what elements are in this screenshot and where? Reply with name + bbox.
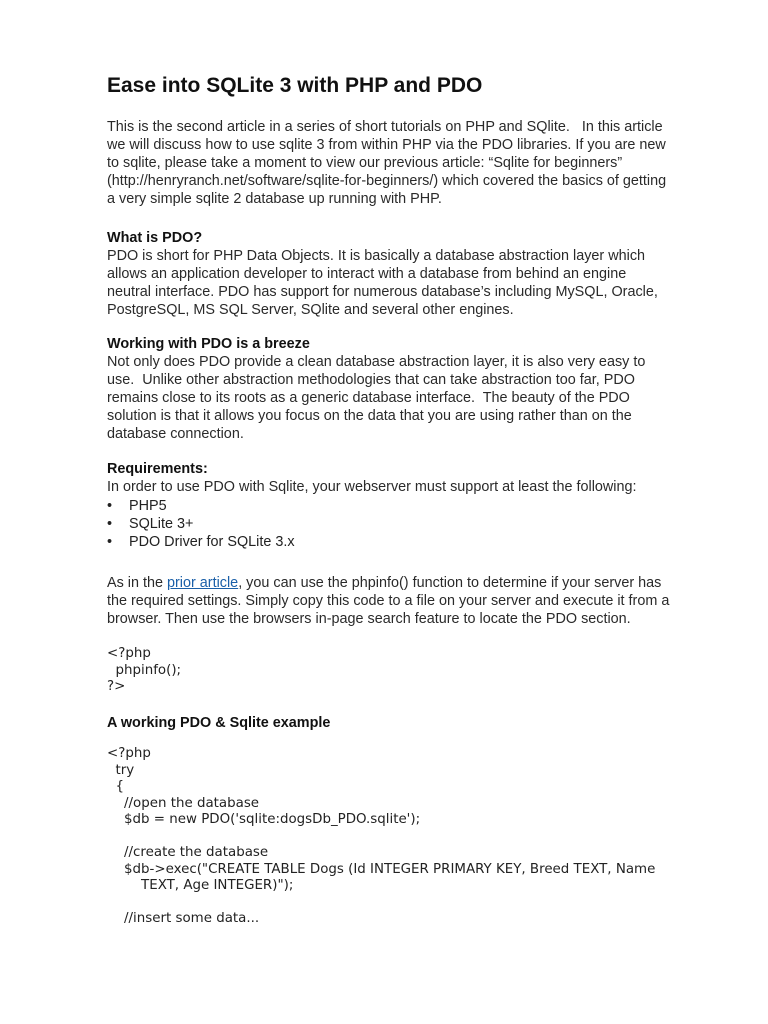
intro-line: This is the second article in a series of short tutorials on PHP and SQlite. In this article: [107, 119, 663, 135]
code-line: {: [107, 779, 125, 794]
code-line: phpinfo();: [107, 662, 182, 678]
prior-article-link[interactable]: prior article: [167, 575, 239, 591]
paragraph-line: the required settings. Simply copy this code to a file on your server and execute it from a: [107, 593, 670, 609]
code-line: //insert some data...: [107, 911, 260, 926]
code-line: $db->exec("CREATE TABLE Dogs (Id INTEGER PRIMARY KEY, Breed TEXT, Name: [107, 861, 656, 877]
code-line: [107, 895, 655, 912]
example-section: [107, 714, 707, 732]
paragraph-line: [107, 574, 707, 592]
list-item-label: SQLite 3+: [129, 516, 194, 532]
paragraph-line: neutral interface. PDO has support for numerous database’s including MySQL, Oracle,: [107, 284, 658, 300]
what-is-pdo-section: [107, 229, 707, 319]
requirements-lead: In order to use PDO with Sqlite, your webserver must support at least the following:: [107, 479, 637, 495]
paragraph-line: solution is that it allows you focus on the data that you are using rather than on the: [107, 408, 632, 424]
paragraph-line: PDO is short for PHP Data Objects. It is basically a database abstraction layer which: [107, 248, 646, 264]
example-code-block: [107, 746, 655, 928]
breeze-section: [107, 335, 707, 443]
list-item-label: PHP5: [129, 498, 167, 514]
intro-paragraph: [107, 118, 707, 208]
code-line: $db = new PDO('sqlite:dogsDb_PDO.sqlite');: [107, 812, 421, 827]
code-line: try: [107, 762, 135, 778]
list-item: [107, 515, 295, 533]
code-line: TEXT, Age INTEGER)");: [107, 878, 294, 893]
paragraph-line: allows an application developer to interact with a database from behind an engine: [107, 266, 627, 282]
paragraph-line: Not only does PDO provide a clean database abstraction layer, it is also very easy to: [107, 354, 646, 370]
list-item-label: PDO Driver for SQLite 3.x: [129, 534, 295, 550]
paragraph-line: browser. Then use the browsers in-page search feature to locate the PDO section.: [107, 611, 631, 627]
list-item: [107, 497, 295, 515]
code-line: [107, 829, 655, 846]
intro-line: (http://henryranch.net/software/sqlite-for-beginners/) which covered the basics of getting: [107, 173, 667, 189]
code-line: <?php: [107, 746, 151, 761]
requirements-list: [107, 497, 295, 551]
paragraph-line: remains close to its roots as a generic database interface. The beauty of the PDO: [107, 390, 630, 406]
code-line: //create the database: [107, 845, 269, 860]
phpinfo-paragraph: [107, 574, 707, 628]
paragraph-line: PostgreSQL, MS SQL Server, SQlite and several other engines.: [107, 302, 514, 318]
example-heading: A working PDO & Sqlite example: [107, 715, 331, 731]
intro-line: to sqlite, please take a moment to view our previous article: “Sqlite for beginners”: [107, 155, 623, 171]
intro-line: a very simple sqlite 2 database up running with PHP.: [107, 191, 442, 207]
code-line: <?php: [107, 646, 151, 661]
requirements-section: [107, 460, 707, 496]
bullet-icon: •: [107, 516, 113, 532]
intro-line: we will discuss how to use sqlite 3 from within PHP via the PDO libraries. If you are new: [107, 137, 666, 153]
text-segment: , you can use the phpinfo() function to determine if your server has: [238, 575, 662, 591]
phpinfo-code-block: [107, 646, 181, 696]
bullet-icon: •: [107, 498, 113, 514]
what-is-pdo-heading: What is PDO?: [107, 230, 203, 246]
paragraph-line: database connection.: [107, 426, 244, 442]
list-item: [107, 533, 295, 551]
article-title: Ease into SQLite 3 with PHP and PDO: [107, 74, 483, 97]
code-line: //open the database: [107, 795, 260, 811]
paragraph-line: use. Unlike other abstraction methodologies that can take abstraction too far, PDO: [107, 372, 635, 388]
text-segment: As in the: [107, 575, 167, 591]
code-line: ?>: [107, 679, 126, 694]
bullet-icon: •: [107, 534, 113, 550]
requirements-heading: Requirements:: [107, 461, 208, 477]
breeze-heading: Working with PDO is a breeze: [107, 336, 310, 352]
